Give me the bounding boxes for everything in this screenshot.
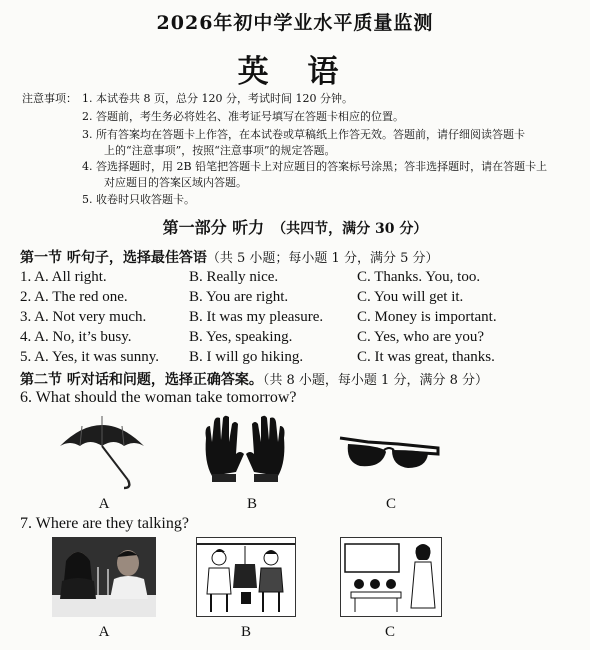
q4-option-b: B. Yes, speaking. <box>189 329 293 345</box>
sunglasses-icon <box>338 428 442 478</box>
note-item-4: 4. 答选择题时，用 2B 铅笔把答题卡上对应题目的答案标号涂黑；答非选择题时，请在答题卡上 <box>82 160 548 173</box>
q2-option-a: 2. A. The red one. <box>20 289 128 305</box>
restaurant-scene-icon <box>52 537 156 617</box>
classroom-scene-icon <box>340 537 442 617</box>
q5-option-c: C. It was great, thanks. <box>357 349 495 365</box>
umbrella-icon <box>52 408 152 492</box>
clothing-store-scene-icon <box>196 537 296 617</box>
part1-heading: 第一部分 听力 <box>162 218 265 237</box>
section1-subtitle: （共 5 小题；每小题 1 分，满分 5 分） <box>206 251 439 266</box>
q7-label-c: C <box>384 624 395 640</box>
q4-option-a: 4. A. No, it’s busy. <box>20 329 132 345</box>
notes-label: 注意事项： <box>22 92 77 105</box>
q6-question: 6. What should the woman take tomorrow? <box>20 389 297 406</box>
q1-option-a: 1. A. All right. <box>20 269 107 285</box>
gloves-icon <box>200 412 290 490</box>
note-item-5: 5. 收卷时只收答题卡。 <box>82 193 195 206</box>
section1-title <box>20 247 438 267</box>
section1-heading: 第一节 听句子，选择最佳答语 <box>20 250 207 266</box>
note-item-3: 3. 所有答案均在答题卡上作答，在本试卷或草稿纸上作答无效。答题前，请仔细阅读答题卡 <box>82 128 525 141</box>
note-item-1: 1. 本试卷共 8 页，总分 120 分，考试时间 120 分钟。 <box>82 92 353 105</box>
section2-title <box>20 369 488 389</box>
q4-option-c: C. Yes, who are you? <box>357 329 485 345</box>
q3-option-c: C. Money is important. <box>357 309 497 325</box>
q5-option-b: B. I will go hiking. <box>189 349 304 365</box>
note-item-4-cont: 对应题目的答案区域内答题。 <box>104 176 247 189</box>
q2-option-b: B. You are right. <box>189 289 289 305</box>
section2-heading: 第二节 听对话和问题，选择正确答案。 <box>20 372 263 388</box>
q2-option-c: C. You will get it. <box>357 289 464 305</box>
exam-title: 2026年初中学业水平质量监测 <box>156 12 434 34</box>
q3-option-b: B. It was my pleasure. <box>189 309 324 325</box>
q6-label-c: C <box>385 496 396 512</box>
q6-label-a: A <box>98 496 110 512</box>
q7-label-b: B <box>240 624 251 640</box>
q3-option-a: 3. A. Not very much. <box>20 309 147 325</box>
part1-subtitle: （共四节，满分 30 分） <box>272 221 428 237</box>
q7-question: 7. Where are they talking? <box>20 515 189 532</box>
q1-option-b: B. Really nice. <box>189 269 279 285</box>
section2-subtitle: （共 8 小题，每小题 1 分，满分 8 分） <box>262 373 488 388</box>
subject-title: 英 语 <box>237 54 353 90</box>
q7-label-a: A <box>98 624 110 640</box>
q6-label-b: B <box>246 496 257 512</box>
note-item-2: 2. 答题前，考生务必将姓名、准考证号填写在答题卡相应的位置。 <box>82 110 404 123</box>
q5-option-a: 5. A. Yes, it was sunny. <box>20 349 160 365</box>
part1-title <box>0 215 590 238</box>
note-item-3-cont: 上的“注意事项”，按照“注意事项”的规定答题。 <box>104 144 336 157</box>
q1-option-c: C. Thanks. You, too. <box>357 269 481 285</box>
